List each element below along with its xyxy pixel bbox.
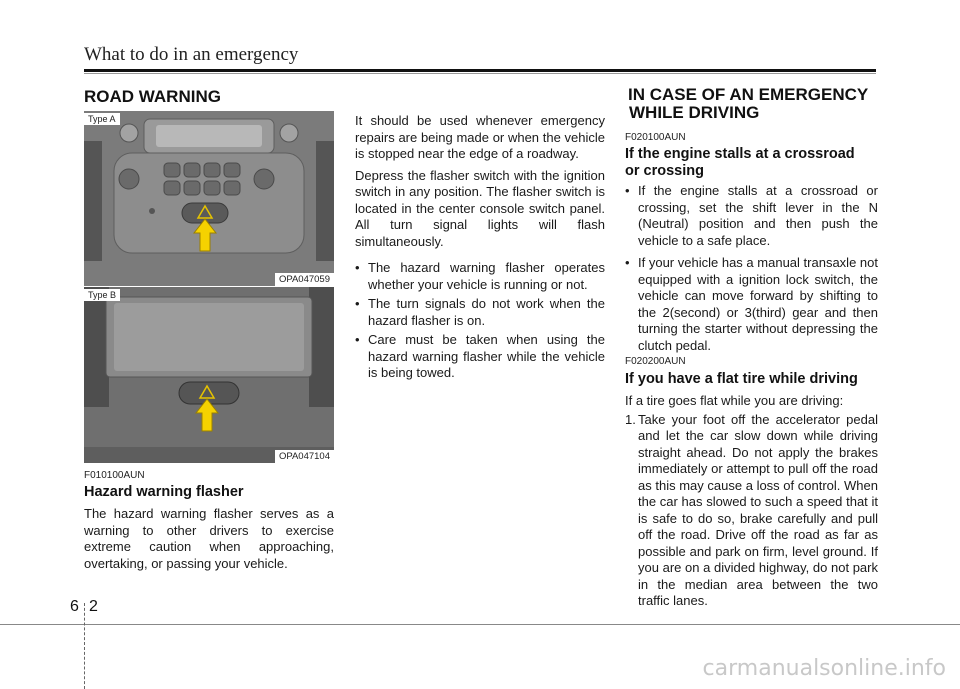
figure-a-code: OPA047059 bbox=[275, 273, 334, 286]
footer-rule bbox=[0, 624, 960, 625]
hazard-usage-para1: It should be used whenever emergency repairs are being made or when the vehicle is stopped near the edge of a roadway. bbox=[355, 113, 605, 161]
road-warning-heading: ROAD WARNING bbox=[84, 87, 221, 106]
stall-block bbox=[625, 183, 878, 357]
list-item: • If your vehicle has a manual transaxle not equipped with a ignition lock switch, the vehicle can move forward by shifting to the 2(second) or 3(third) gear and then turning the starter without depressing the clutch pedal. bbox=[625, 255, 878, 354]
flat-section-code: F020200AUN bbox=[625, 356, 686, 367]
list-item: • The hazard warning flasher operates whether your vehicle is running or not. bbox=[355, 260, 605, 293]
list-item bbox=[625, 412, 878, 610]
figure-a-label: Type A bbox=[84, 113, 120, 125]
dashboard-type-b-illustration bbox=[84, 287, 334, 463]
hazard-usage-para2: Depress the flasher switch with the ignition switch in any position. The flasher switch is located in the center console switch panel. All turn signal lights will flash simultaneously. bbox=[355, 167, 605, 249]
hazard-section-code: F010100AUN bbox=[84, 470, 145, 481]
flat-step-text: Take your foot off the accelerator pedal and let the car slow down while driving straight ahead. Do not apply the brakes immediately or attempt to pull off the road as this may cause a loss of control. When the car has slowed to such a speed that it is safe to do so, brake carefully and pull off the road. Drive off the road as far as possible and park on firm, level ground. If you are on a divided highway, do not park in the median area between the two traffic lanes. bbox=[638, 411, 878, 608]
stall-heading-line1: If the engine stalls at a crossroad bbox=[625, 146, 855, 162]
emergency-heading-line2: WHILE DRIVING bbox=[629, 103, 760, 122]
flat-intro-text: If a tire goes flat while you are driving: bbox=[625, 393, 844, 408]
hazard-subheading: Hazard warning flasher bbox=[84, 484, 244, 500]
emergency-heading-line1: IN CASE OF AN EMERGENCY bbox=[628, 85, 869, 104]
header-rule-thin bbox=[84, 73, 876, 74]
dashboard-type-a-illustration bbox=[84, 111, 334, 286]
dashboard-photo-type-a bbox=[84, 111, 334, 286]
flat-steps-list bbox=[625, 412, 878, 610]
footer-divider bbox=[84, 603, 86, 689]
stall-subheading bbox=[625, 146, 880, 180]
hazard-intro-paragraph bbox=[84, 506, 334, 577]
page-header-title: What to do in an emergency bbox=[84, 44, 299, 65]
flat-block bbox=[625, 393, 878, 610]
site-watermark: carmanualsonline.info bbox=[702, 656, 946, 681]
stall-bullet-list bbox=[625, 183, 878, 354]
hazard-usage-block bbox=[355, 113, 605, 385]
stall-heading-line2: or crossing bbox=[625, 163, 704, 179]
list-item: • Care must be taken when using the hazard warning flasher while the vehicle is being towed. bbox=[355, 332, 605, 382]
emergency-heading bbox=[628, 86, 868, 122]
hazard-intro-text: The hazard warning flasher serves as a warning to other drivers to exercise extreme caution when approaching, overtaking, or passing your vehicle. bbox=[84, 506, 334, 571]
footer-chapter-number: 6 bbox=[70, 598, 79, 615]
figure-b-label: Type B bbox=[84, 289, 120, 301]
dashboard-photo-type-b bbox=[84, 287, 334, 463]
list-item: • The turn signals do not work when the hazard flasher is on. bbox=[355, 296, 605, 329]
figure-b-code: OPA047104 bbox=[275, 450, 334, 463]
list-item: • If the engine stalls at a crossroad or crossing, set the shift lever in the N (Neutral) position and then push the vehicle to a safe place. bbox=[625, 183, 878, 249]
footer-page-number: 2 bbox=[89, 598, 98, 615]
stall-section-code: F020100AUN bbox=[625, 132, 686, 143]
flat-step-number: 1. bbox=[625, 411, 636, 427]
header-rule bbox=[84, 69, 876, 72]
flat-subheading: If you have a flat tire while driving bbox=[625, 371, 858, 387]
hazard-bullet-list bbox=[355, 260, 605, 382]
